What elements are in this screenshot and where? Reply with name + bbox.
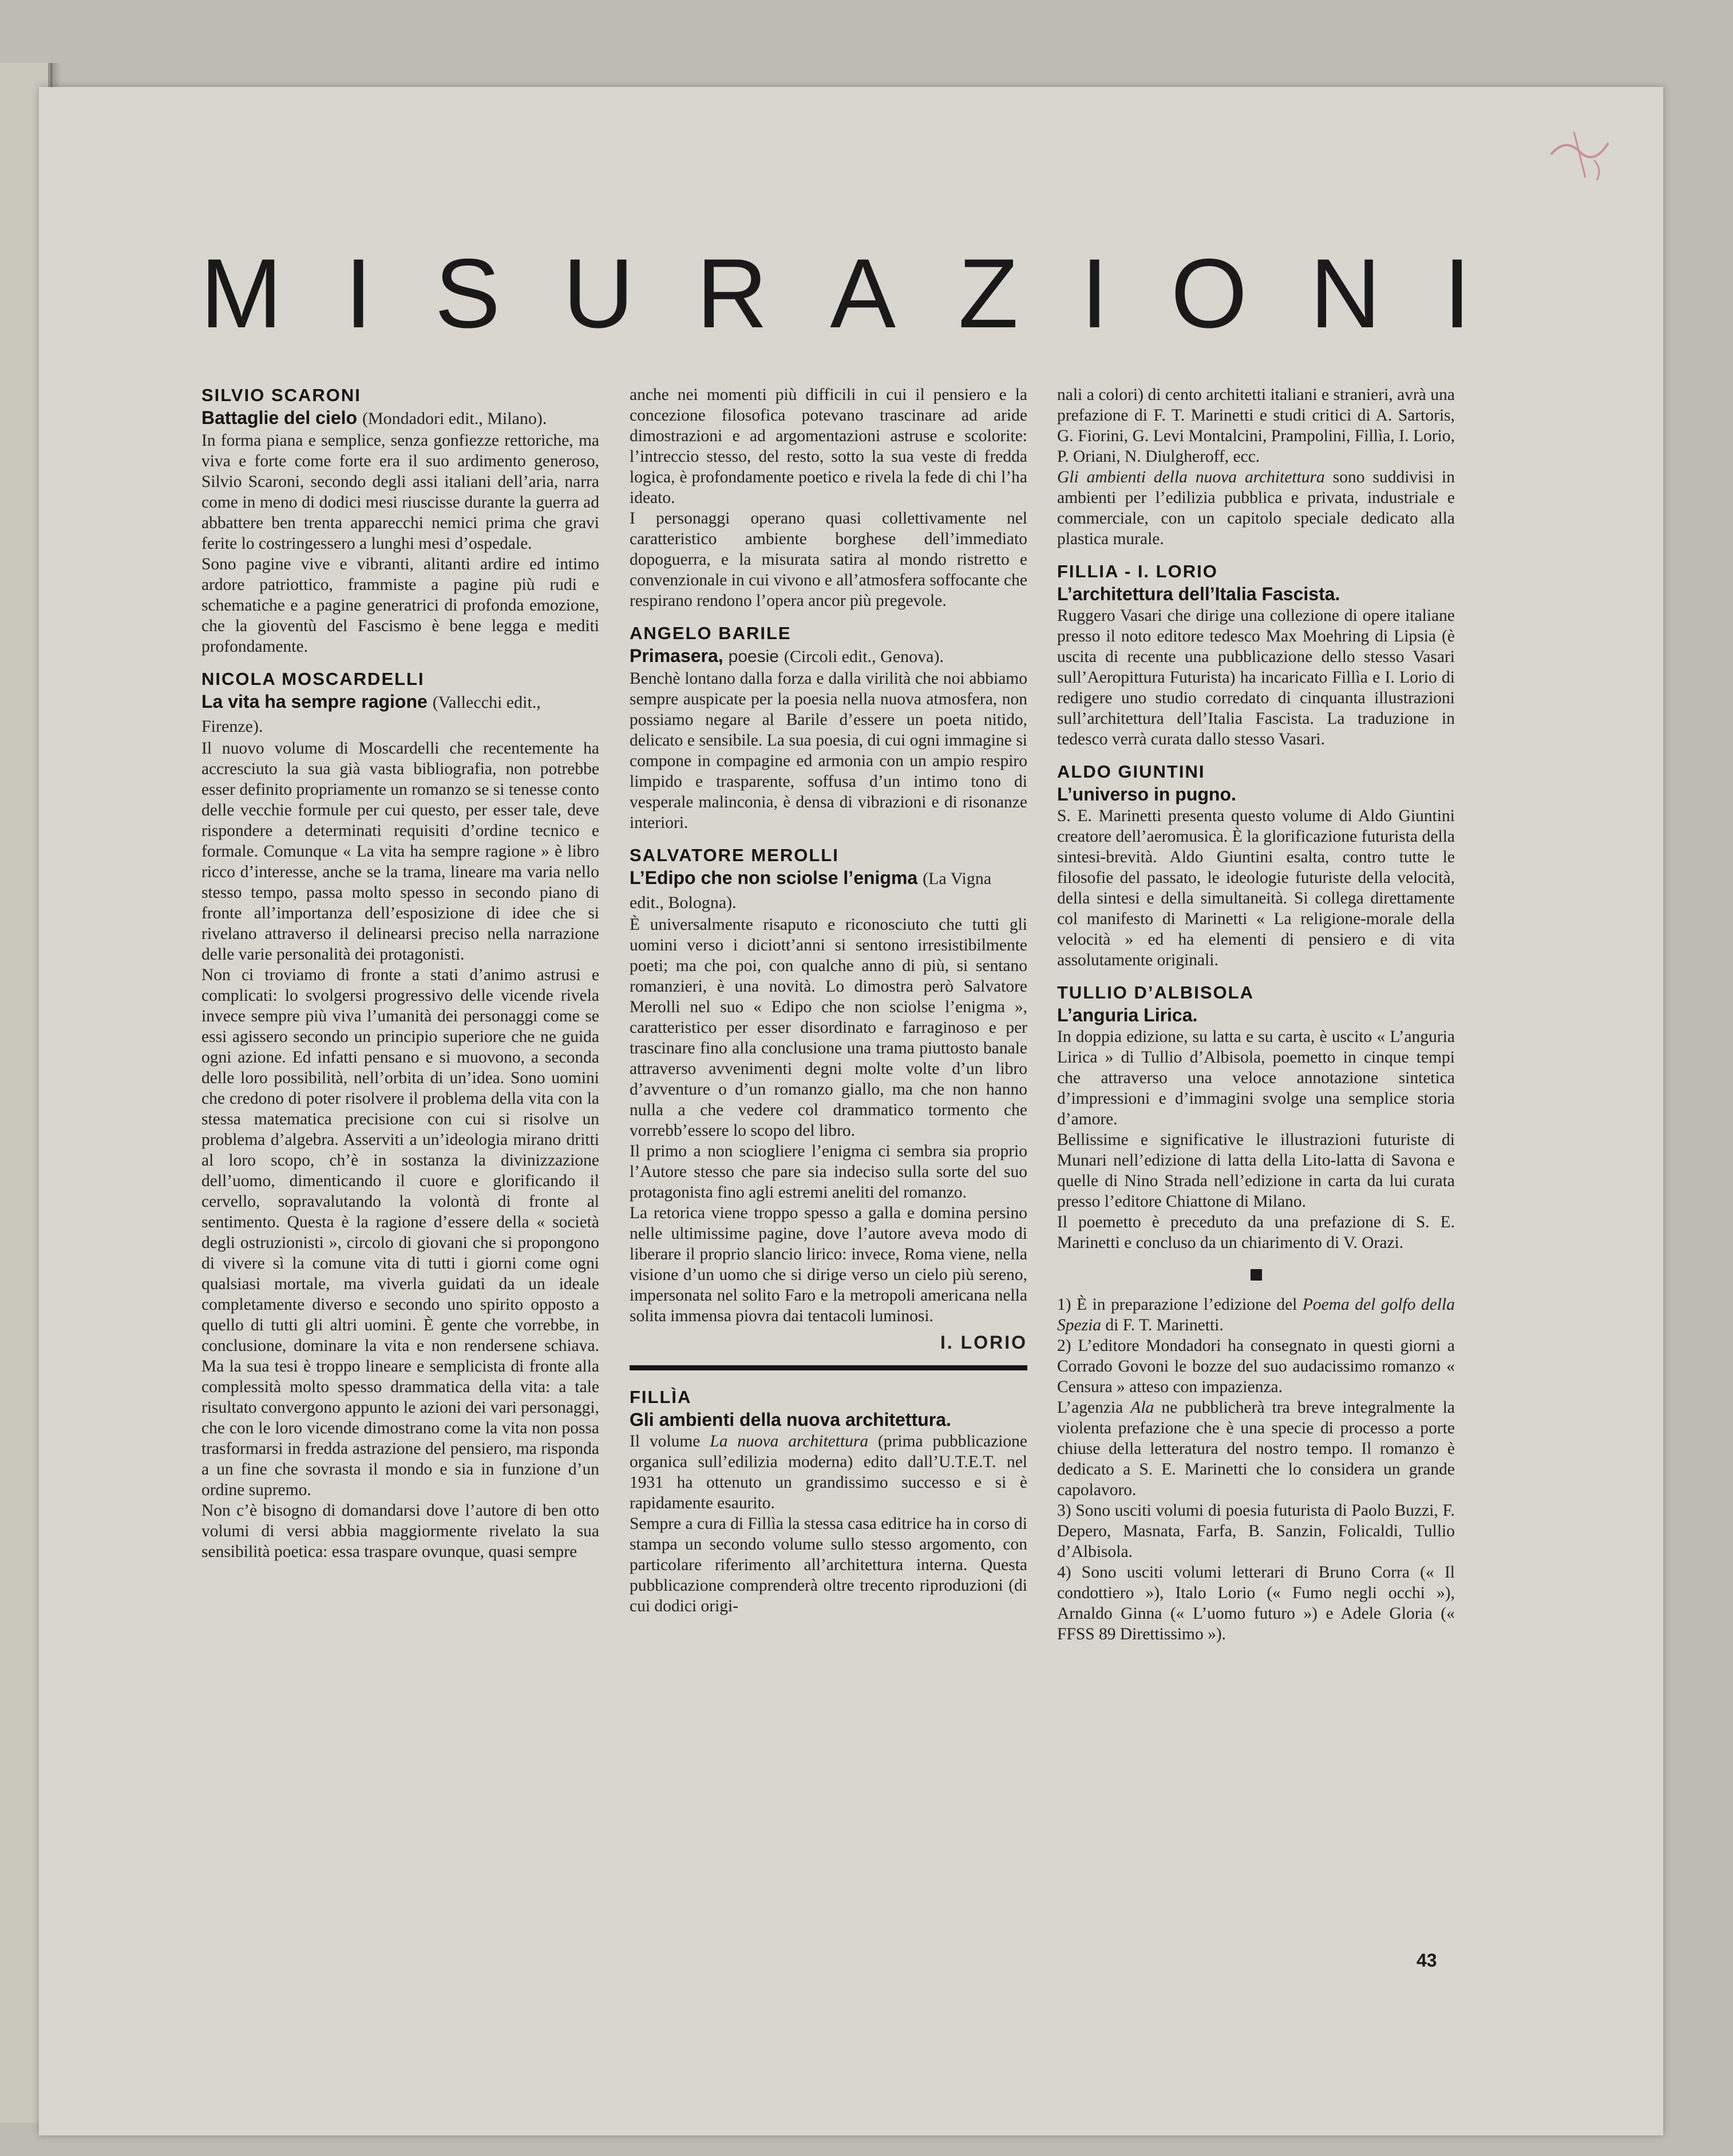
review-paragraph: È universalmente risaputo e riconosciuto che tutti gli uomini verso i diciott’anni si sentono irresistibilmente poeti; ma che poi, con qualche anno di più, si sentano romanzieri, è una novità. Lo dimostra però Salvatore Merolli nel suo « Edipo che non sciolse l’enigma », caratteristico per esser disordinato e farraginoso e per trascinare fino alla conclusione una trama piuttosto banale attraverso avvenimenti degni molte volte d’un libro d’avventure o d’un romanzo giallo, ma che non hanno nulla a che vedere col drammatico tormento che vorrebb’essere lo scopo del libro. — [630, 915, 1027, 1140]
review-paragraph: Non c’è bisogno di domandarsi dove l’autore di ben otto volumi di versi abbia maggiormente rivelato la sua sensibilità poetica: essa traspare ovunque, quasi sempre — [201, 1501, 599, 1561]
review-author: SILVIO SCARONI — [201, 385, 361, 405]
review-author: SALVATORE MEROLLI — [630, 845, 839, 865]
column-2 — [630, 385, 1027, 1616]
title-letter: U — [563, 239, 634, 348]
section-square-ornament — [1251, 1269, 1262, 1281]
review-author: FILLIA - I. LORIO — [1057, 561, 1218, 581]
review-title: L’architettura dell’Italia Fascista. — [1057, 584, 1340, 604]
review-paragraph: Sono pagine vive e vibranti, alitanti ardire ed intimo ardore patriottico, frammiste a pagine più rudi e schematiche e a pagine generatrici di profonda emozione, che la gioventù del Fascismo è bene legga e mediti profondamente. — [201, 555, 599, 656]
news-note: 1) È in preparazione l’edizione del Poema del golfo della Spezia di F. T. Marinetti. — [1057, 1295, 1455, 1334]
review-paragraph: I personaggi operano quasi collettivamente nel caratteristico ambiente borghese dell’immediato dopoguerra, e la misurata satira al mondo ristretto e convenzionale in cui vivono e all’atmosfera soffocante che respirano rendono l’opera ancor più pregevole. — [630, 509, 1027, 610]
review-paragraph: Bellissime e significative le illustrazioni futuriste di Munari nell’edizione di latta della Lito-latta di Savona e quelle di Nino Strada nell’edizione in carta da lui curata presso l’editore Chiattone di Milano. — [1057, 1131, 1455, 1211]
title-letter: N — [1309, 239, 1381, 348]
page-number: 43 — [1417, 1950, 1437, 1971]
review-paragraph: Sempre a cura di Fillìa la stessa casa editrice ha in corso di stampa un secondo volume sullo stesso argomento, con particolare riferimento all’architettura interna. Questa pubblicazione comprenderà oltre trecento riproduzioni (di cui dodici origi- — [630, 1515, 1027, 1615]
title-letter: M — [200, 239, 283, 348]
section-divider — [630, 1365, 1027, 1370]
review-paragraph: Il nuovo volume di Moscardelli che recentemente ha accresciuto la sua già vasta bibliografia, non potrebbe esser definito propriamente un romanzo se si tenesse conto delle vecchie formule per cui questo, per esser tale, deve rispondere a determinati requisiti d’ordine tecnico e formale. Comunque « La vita ha sempre ragione » è libro ricco d’interesse, anche se la trama, lineare ma varia nello stesso tempo, passa molto spesso in secondo piano di fronte all’importanza dell’esposizione di idee che si rivelano attraverso il delinearsi preciso nella narrazione delle varie personalità dei protagonisti. — [201, 739, 599, 964]
news-note: 4) Sono usciti volumi letterari di Bruno Corra (« Il condottiero »), Italo Lorio (« Fumo negli occhi »), Arnaldo Ginna (« L’uomo futuro ») e Adele Gloria (« FFSS 89 Direttissimo »). — [1057, 1563, 1455, 1643]
title-letter: I — [345, 239, 373, 348]
review-paragraph: Non ci troviamo di fronte a stati d’animo astrusi e complicati: lo svolgersi progressivo delle vicende rivela invece sempre più viva l’umanità dei personaggi come se essi agissero secondo un principio superiore che ne guida ogni azione. Ed infatti pensano e si muovono, a seconda delle loro possibilità, nell’orbita di un’idea. Sono uomini che credono di poter risolvere il problema della vita con la stessa matematica precisione con cui si risolve un problema d’algebra. Asserviti a un’ideologia mirano dritti al loro scopo, ch’è in sostanza la divinizzazione dell’uomo, dimenticando il cuore e glorificando il cervello, sopravalutando la volontà di fronte al sentimento. Questa è la ragione d’essere della « società degli ostruzionisti », circolo di giovani che si propongono di vivere sì la comune vita di tutti i giorni come ogni qualsiasi mortale, ma viverla guidati da un ideale completamente diverso e secondo uno spirito opposto a quello di tutti gli altri uomini. È gente che vorrebbe, in conclusione, dominare la vita e non rendersene schiava. Ma la sua tesi è troppo lineare e semplicista di fronte alla complessità molto spesso drammatica della vita: a tale risultato convergono appunto le azioni dei vari personaggi, che con le loro vicende dimostrano come la vita non possa trasformarsi in fredda astrazione del pensiero, ma risponda a un fine che sovrasta il mondo e sia in funzione d’un ordine supremo. — [201, 966, 599, 1499]
title-letter: Z — [958, 239, 1019, 348]
page-title — [200, 239, 1471, 348]
review-paragraph: nali a colori) di cento architetti italiani e stranieri, avrà una prefazione di F. T. Marinetti e studi critici di A. Sartoris, G. Fiorini, G. Levi Montalcini, Prampolini, Fillìa, I. Lorio, P. Oriani, N. Diulgheroff, ecc. — [1057, 386, 1455, 466]
title-letter: O — [1170, 239, 1248, 348]
column-3 — [1057, 385, 1455, 1644]
title-letter: S — [434, 239, 501, 348]
review-title: Primasera, poesie (Circoli edit., Genova). — [630, 645, 944, 666]
review-paragraph: Il poemetto è preceduto da una prefazione di S. E. Marinetti e concluso da un chiarimento di V. Orazi. — [1057, 1213, 1455, 1252]
review-paragraph: In doppia edizione, su latta e su carta, è uscito « L’anguria Lirica » di Tullio d’Albisola, poemetto in cinque tempi che attraverso una veloce annotazione sintetica d’impressioni e d’immagini svolge una semplice storia d’amore. — [1057, 1028, 1455, 1128]
news-note: 3) Sono usciti volumi di poesia futurista di Paolo Buzzi, F. Depero, Masnata, Farfa, B. Sanzin, Folicaldi, Tullio d’Albisola. — [1057, 1501, 1455, 1561]
news-note: 2) L’editore Mondadori ha consegnato in questi giorni a Corrado Govoni le bozze del suo audacissimo romanzo « Censura » atteso con impazienza. — [1057, 1337, 1455, 1396]
review-author: TULLIO D’ALBISOLA — [1057, 982, 1254, 1002]
review-title: L’universo in pugno. — [1057, 784, 1236, 804]
title-letter: I — [1081, 239, 1109, 348]
reviewer-signature: I. LORIO — [940, 1332, 1027, 1353]
review-paragraph: S. E. Marinetti presenta questo volume di Aldo Giuntini creatore dell’aeromusica. È la glorificazione futurista della sintesi-brevità. Aldo Giuntini esalta, contro tutte le filosofie del passato, le ideologie futuriste della velocità, della sintesi e della simultaneità. Si collega direttamente col manifesto di Marinetti « La religione-morale della velocità » ed ha elementi di pensiero e di vita assolutamente originali. — [1057, 807, 1455, 969]
review-paragraph: Ruggero Vasari che dirige una collezione di opere italiane presso il noto editore tedesco Max Moehring di Lipsia (è uscita di recente una pubblicazione dello stesso Vasari sull’Aeropittura Futurista) ha incaricato Fillìa e I. Lorio di redigere uno studio corredato di cinquanta illustrazioni sull’architettura dell’Italia Fascista. La traduzione in tedesco verrà curata dallo stesso Vasari. — [1057, 607, 1455, 748]
title-letter: R — [696, 239, 768, 348]
review-title: L’Edipo che non sciolse l’enigma (La Vigna edit., Bologna). — [630, 867, 992, 912]
review-paragraph: Il primo a non sciogliere l’enigma ci sembra sia proprio l’Autore stesso che pare sia indeciso sulla sorte del suo protagonista fino agli estremi aneliti del romanzo. — [630, 1142, 1027, 1202]
column-1 — [201, 385, 599, 1562]
review-paragraph: Il volume La nuova architettura (prima pubblicazione organica sull’edilizia moderna) edito dall’U.T.E.T. nel 1931 ha ottenuto un grandissimo successo e si è rapidamente esaurito. — [630, 1432, 1027, 1512]
review-title: L’anguria Lirica. — [1057, 1005, 1198, 1025]
review-paragraph: anche nei momenti più difficili in cui il pensiero e la concezione filosofica potevano trascinare ad aride dimostrazioni e ad argomentazioni astruse e scolorite: l’intreccio stesso, del resto, sotto la sua veste di fredda logica, è profondamente poetico e rivela la fede di chi l’ha ideato. — [630, 386, 1027, 507]
archive-stamp-mark — [1540, 120, 1625, 189]
review-author: ALDO GIUNTINI — [1057, 762, 1205, 782]
title-letter: A — [830, 239, 896, 348]
review-title: Gli ambienti della nuova architettura. — [630, 1409, 951, 1430]
title-letter: I — [1443, 239, 1471, 348]
review-author: FILLÌA — [630, 1387, 692, 1407]
review-title: La vita ha sempre ragione (Vallecchi edit., Firenze). — [201, 691, 541, 736]
review-paragraph: Benchè lontano dalla forza e dalla virilità che noi abbiamo sempre auspicate per la poesia nella nuova atmosfera, non possiamo negare al Barile d’essere un poeta nitido, delicato e sensibile. La sua poesia, di cui ogni immagine si compone in compagine ed armonia con un ampio respiro limpido e trasparente, soffusa d’un intimo tono di vesperale malinconia, è densa di vibrazioni e di risonanze interiori. — [630, 669, 1027, 832]
review-paragraph: La retorica viene troppo spesso a galla e domina persino nelle ultimissime pagine, dove l’autore aveva modo di liberare il proprio slancio lirico: invece, Roma viene, nella visione d’un uomo che si dirige verso un cielo più sereno, impersonata nel solito Faro e la metropoli americana nella solita immensa piovra dai tentacoli luminosi. — [630, 1204, 1027, 1325]
review-paragraph: In forma piana e semplice, senza gonfiezze rettoriche, ma viva e forte come forte era il suo ardimento generoso, Silvio Scaroni, secondo degli assi italiani dell’aria, narra come in meno di dodici mesi riuscisse durante la guerra ad abbattere ben trenta apparecchi nemici prima che gravi ferite lo costringessero a lunghi mesi d’ospedale. — [201, 431, 599, 553]
review-paragraph: Gli ambienti della nuova architettura sono suddivisi in ambienti per l’edilizia pubblica e privata, industriale e commerciale, con un capitolo speciale dedicato alla plastica murale. — [1057, 468, 1455, 548]
review-author: ANGELO BARILE — [630, 623, 792, 643]
review-title: Battaglie del cielo (Mondadori edit., Milano). — [201, 407, 547, 428]
news-note: L’agenzia Ala ne pubblicherà tra breve integralmente la violenta prefazione che è una specie di processo a porte chiuse della letteratura del nostro tempo. Il romanzo è dedicato a S. E. Marinetti che lo considera un grande capolavoro. — [1057, 1398, 1455, 1499]
review-author: NICOLA MOSCARDELLI — [201, 669, 425, 689]
